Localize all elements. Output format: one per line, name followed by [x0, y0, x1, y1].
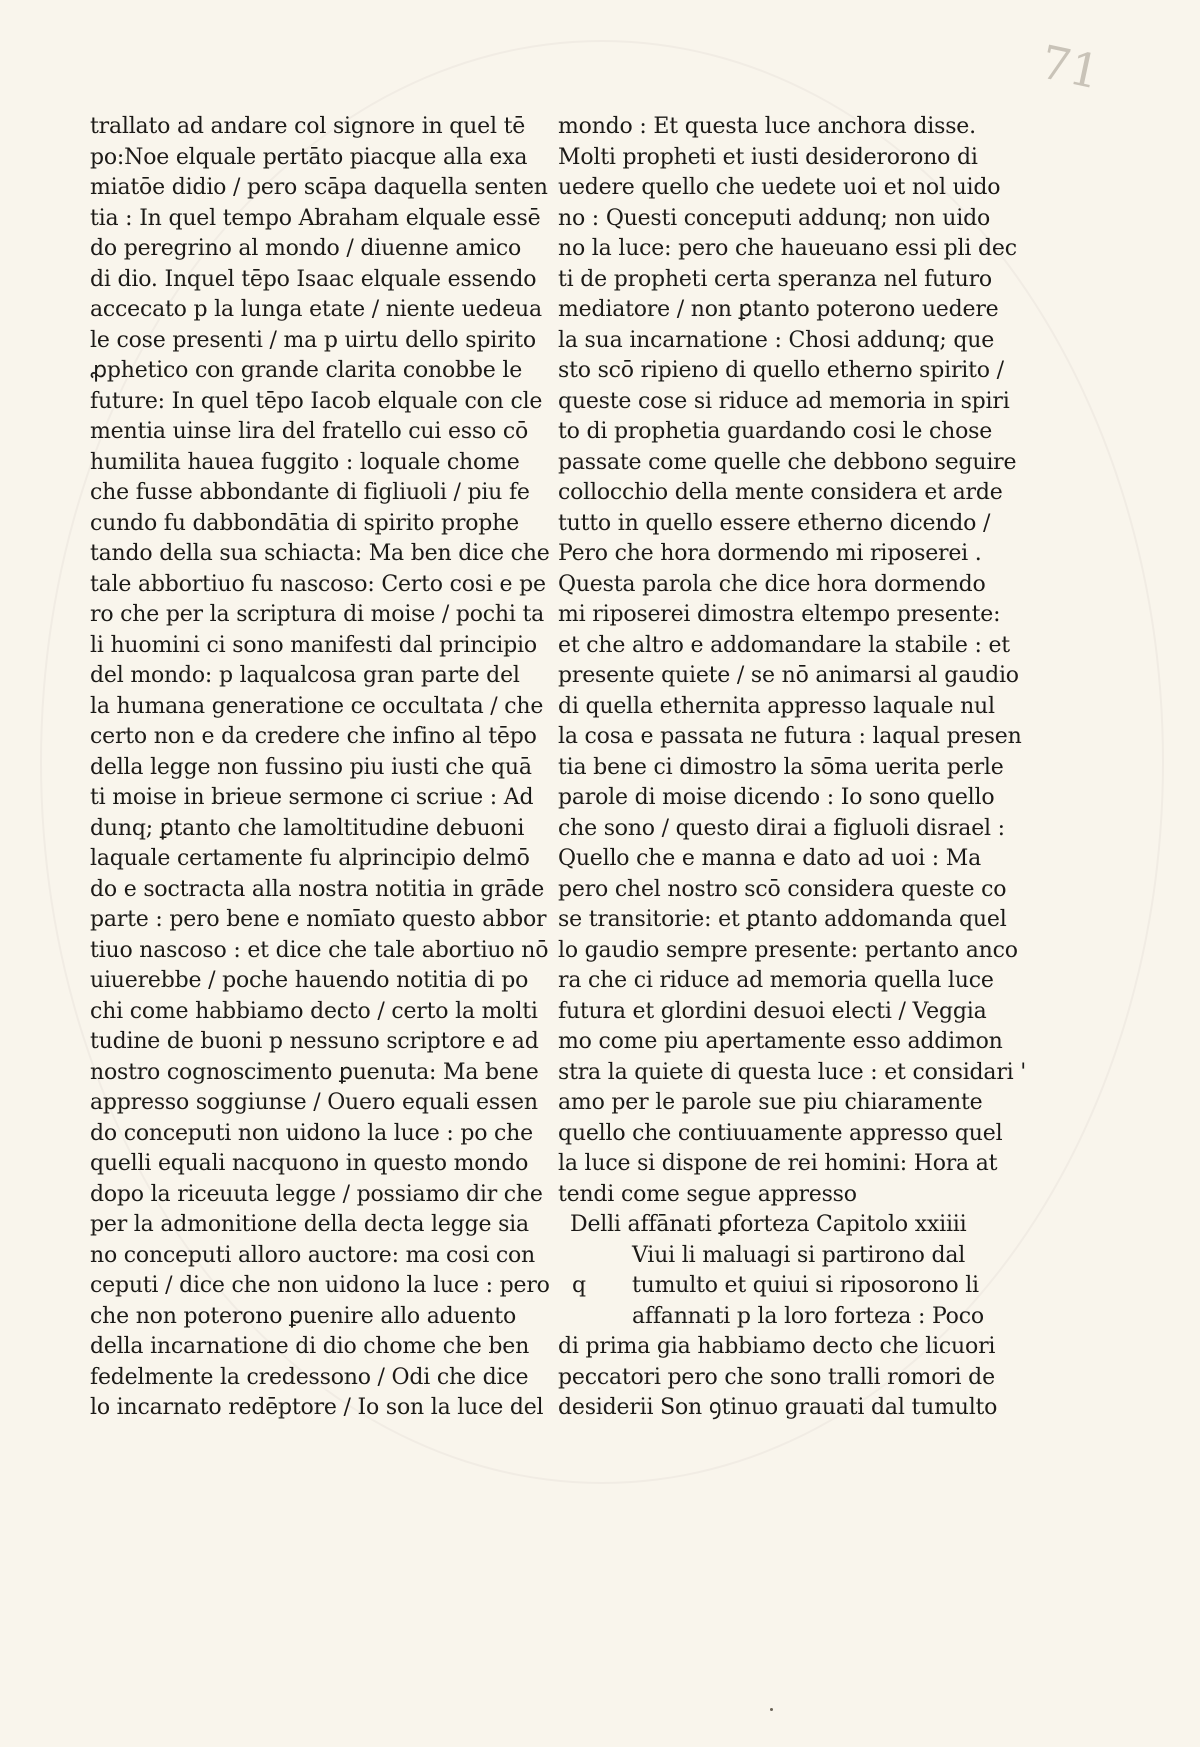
text-line: futura et glordini desuoi electi / Veggia	[558, 998, 987, 1024]
text-line: di quella ethernita appresso laquale nul	[558, 693, 995, 719]
text-line: tiuo nascoso : et dice che tale abortiuo nō	[90, 937, 549, 963]
text-line: le cose presenti / ma p uirtu dello spirito	[90, 327, 536, 353]
chapter-heading: Delli affānati ꝑforteza Capitolo xxiiii	[570, 1212, 967, 1237]
text-line: che fusse abbondante di figliuoli / piu fe	[90, 480, 530, 505]
text-line: humilita hauea fuggito : loquale chome	[90, 449, 520, 475]
text-line: la humana generatione ce occultata / che	[90, 693, 544, 719]
text-line: che non poterono ꝑuenire allo aduento	[90, 1303, 516, 1329]
text-line: di prima gia habbiamo decto che licuori	[558, 1334, 996, 1359]
text-line: dopo la riceuuta legge / possiamo dir che	[90, 1181, 543, 1207]
initial-line	[558, 1271, 978, 1302]
text-line: tutto in quello essere etherno dicendo /	[558, 510, 991, 536]
text-line: sto scō ripieno di quello etherno spirito /	[558, 358, 1004, 383]
text-line: ti moise in brieue sermone ci scriue : Ad	[90, 785, 534, 810]
text-line: uedere quello che uedete uoi et nol uido	[558, 175, 1001, 200]
text-line: no la luce: pero che haueuano essi pli dec	[558, 236, 1017, 261]
text-line: se transitorie: et ꝑtanto addomanda quel	[558, 907, 1007, 932]
text-line: ro che per la scriptura di moise / pochi ta	[90, 602, 545, 627]
text-line: mi riposerei dimostra eltempo presente:	[558, 602, 1001, 627]
text-line: appresso soggiunse / Ouero equali essen	[90, 1090, 538, 1115]
initial-line: Viui li maluagi si partirono dal	[632, 1242, 966, 1268]
text-line: pero chel nostro scō considera queste co	[558, 876, 1007, 902]
text-line: mo come piu apertamente esso addimon	[558, 1029, 1003, 1054]
text-line: do e soctracta alla nostra notitia in grāde	[90, 876, 545, 902]
text-line: mentia uinse lira del fratello cui esso cō	[90, 419, 529, 444]
text-line: dunq; ꝑtanto che lamoltitudine debuoni	[90, 815, 525, 841]
text-line: la sua incarnatione : Chosi addunq; que	[558, 327, 995, 353]
text-line: ꝓphetico con grande clarita conobbe le	[90, 358, 523, 383]
text-line: uiuerebbe / poche hauendo notitia di po	[90, 968, 529, 993]
text-line: Pero che hora dormendo mi riposerei .	[558, 541, 982, 566]
text-line: li huomini ci sono manifesti dal principio	[90, 632, 537, 658]
text-line: mediatore / non ꝑtanto poterono uedere	[558, 297, 999, 322]
text-line: do conceputi non uidono la luce : po che	[90, 1120, 533, 1146]
text-line: ra che ci riduce ad memoria quella luce	[558, 968, 994, 993]
left-text-column	[90, 112, 550, 1424]
text-line: Quello che e manna e dato ad uoi : Ma	[558, 846, 982, 871]
text-line: del mondo: p laqualcosa gran parte del	[90, 663, 520, 688]
text-line: la luce si dispone de rei homini: Hora at	[558, 1151, 998, 1176]
text-line: no conceputi alloro auctore: ma cosi con	[90, 1242, 536, 1268]
text-line: tando della sua schiacta: Ma ben dice che	[90, 541, 550, 566]
page-mark: 71	[1036, 34, 1105, 100]
text-line: quello che contiuuamente appresso quel	[558, 1120, 1003, 1146]
text-line: di dio. Inquel tēpo Isaac elquale essendo	[90, 266, 537, 292]
right-text-column	[558, 112, 1027, 1424]
text-line: presente quiete / se nō animarsi al gaudio	[558, 663, 1019, 688]
text-line: Questa parola che dice hora dormendo	[558, 571, 986, 597]
text-line: della legge non fussino piu iusti che quā	[90, 754, 532, 780]
initial-line-text: tumulto et quiui si riposorono li	[632, 1273, 979, 1298]
text-line: tudine de buoni p nessuno scriptore e ad	[90, 1029, 539, 1054]
right-column-lines	[558, 112, 1027, 1210]
text-line: la cosa e passata ne futura : laqual presen	[558, 724, 1022, 749]
chapter-lines	[558, 1332, 998, 1424]
text-line: laquale certamente fu alprincipio delmō	[90, 846, 530, 871]
text-line: future: In quel tēpo Iacob elquale con cle	[90, 388, 543, 414]
text-line: et che altro e addomandare la stabile : et	[558, 632, 1010, 658]
guide-letter: q	[572, 1273, 586, 1298]
text-line: quelli equali nacquono in questo mondo	[90, 1151, 529, 1176]
text-line: miatōe didio / pero scāpa daquella senten	[90, 175, 548, 200]
text-line: stra la quiete di questa luce : et considari '	[558, 1059, 1027, 1085]
text-line: peccatori pero che sono tralli romori de	[558, 1364, 995, 1390]
text-line: do peregrino al mondo / diuenne amico	[90, 236, 521, 261]
text-line: fedelmente la credessono / Odi che dice	[90, 1364, 529, 1390]
text-line: amo per le parole sue piu chiaramente	[558, 1090, 983, 1115]
text-line: Molti propheti et iusti desiderorono di	[558, 144, 978, 170]
text-line: parole di moise dicendo : Io sono quello	[558, 785, 995, 810]
text-line: passate come quelle che debbono seguire	[558, 449, 1017, 475]
text-line: collocchio della mente considera et arde	[558, 480, 1003, 505]
text-line: tale abbortiuo fu nascoso: Certo cosi e pe	[90, 571, 546, 597]
text-line: mondo : Et questa luce anchora disse.	[558, 114, 976, 139]
initial-line: affannati p la loro forteza : Poco	[632, 1303, 984, 1329]
text-line: certo non e da credere che infino al tēpo	[90, 724, 537, 749]
text-line: per la admonitione della decta legge sia	[90, 1212, 529, 1237]
text-line: ceputi / dice che non uidono la luce : pero	[90, 1273, 550, 1298]
text-line: cundo fu dabbondātia di spirito prophe	[90, 510, 519, 536]
text-line: tia bene ci dimostro la sōma uerita perle	[558, 754, 1004, 780]
text-line: che sono / questo dirai a figluoli disrael :	[558, 815, 1005, 841]
text-line: tia : In quel tempo Abraham elquale essē	[90, 205, 541, 231]
text-line: tendi come segue appresso	[558, 1181, 857, 1207]
text-line: po:Noe elquale pertāto piacque alla exa	[90, 144, 528, 170]
text-line: queste cose si riduce ad memoria in spiri	[558, 388, 1010, 414]
text-line: desiderii Son ꝯtinuo grauati dal tumulto	[558, 1395, 998, 1420]
text-line: della incarnatione di dio chome che ben	[90, 1334, 530, 1359]
text-line: accecato p la lunga etate / niente uedeua	[90, 297, 542, 322]
text-line: lo gaudio sempre presente: pertanto anco	[558, 937, 1018, 963]
text-line: to di prophetia guardando cosi le chose	[558, 419, 993, 444]
text-line: chi come habbiamo decto / certo la molti	[90, 998, 538, 1024]
text-line: lo incarnato redēptore / Io son la luce del	[90, 1395, 544, 1420]
text-line: no : Questi conceputi addunq; non uido	[558, 205, 991, 231]
text-line: trallato ad andare col signore in quel tē	[90, 114, 526, 139]
text-line: nostro cognoscimento ꝑuenuta: Ma bene	[90, 1059, 539, 1085]
footer-dot	[770, 1708, 773, 1711]
text-line: parte : pero bene e nomīato questo abbor	[90, 907, 547, 932]
text-line: ti de propheti certa speranza nel futuro	[558, 266, 992, 292]
